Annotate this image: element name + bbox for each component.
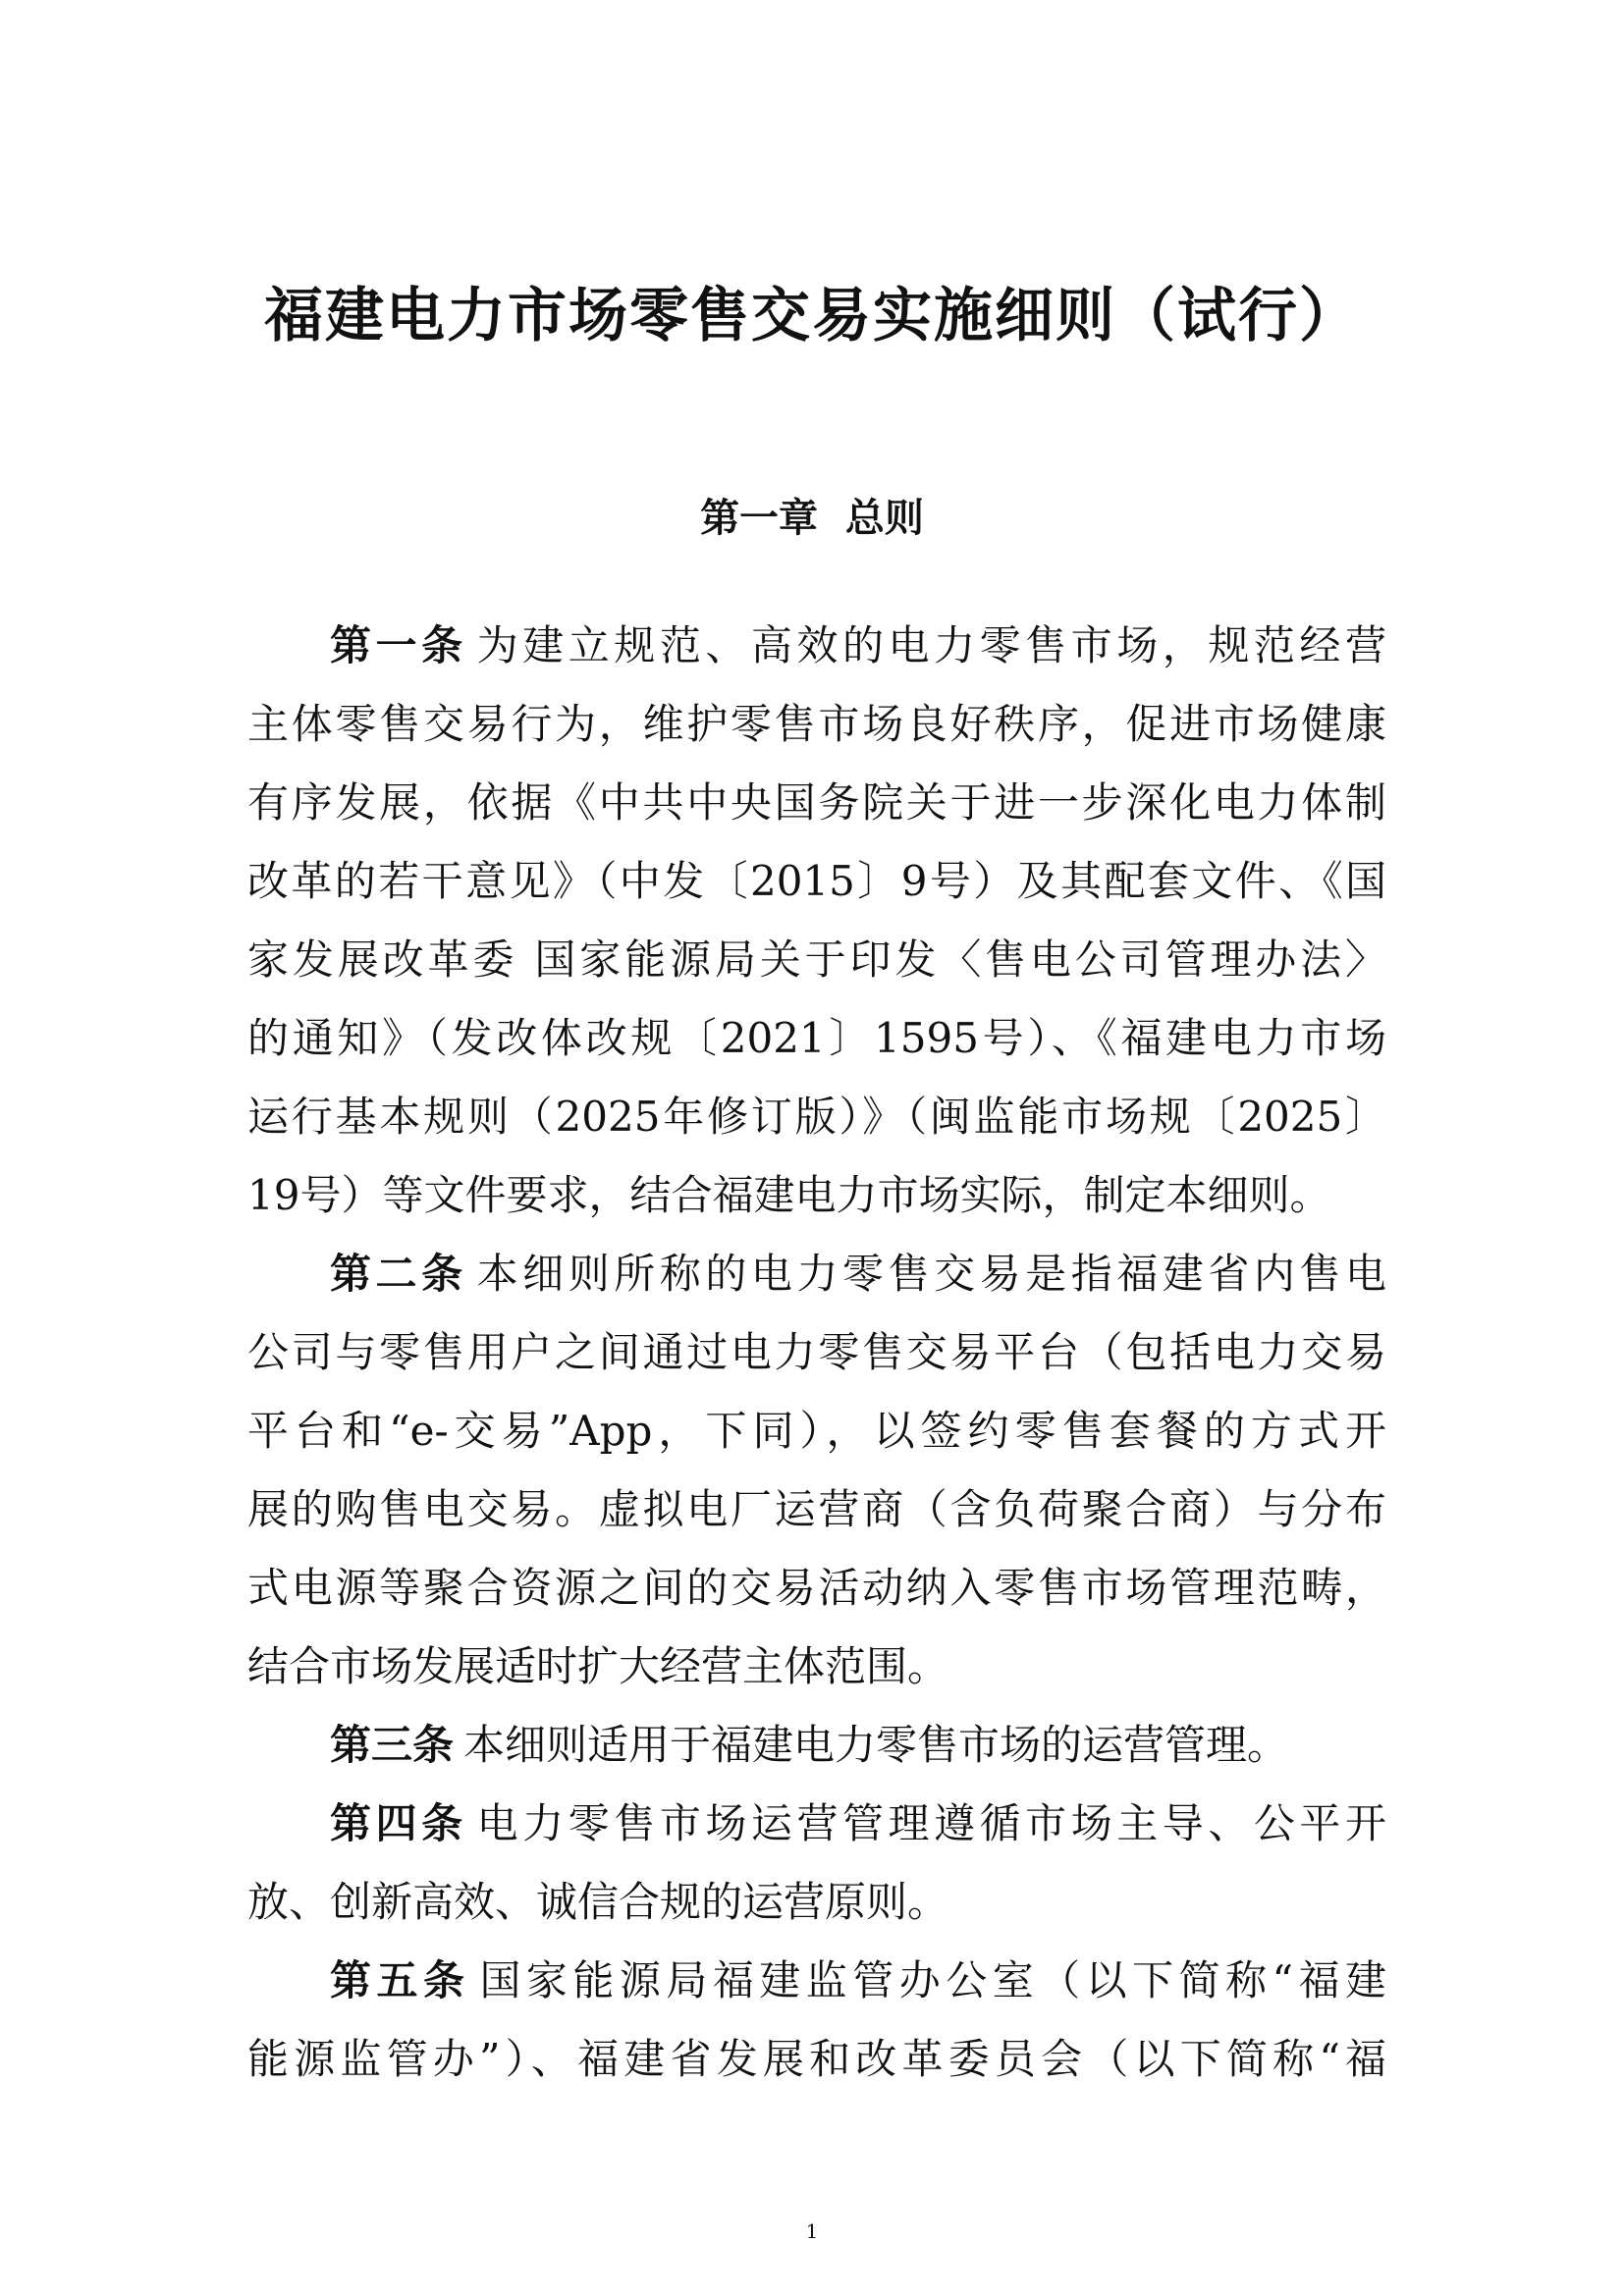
article-line: 家发展改革委 国家能源局关于印发〈售电公司管理办法〉 xyxy=(247,935,1386,984)
article-line: 展的购售电交易。虚拟电厂运营商（含负荷聚合商）与分布 xyxy=(247,1485,1386,1533)
article-line: 放、创新高效、诚信合规的运营原则。 xyxy=(247,1878,949,1926)
article-line: 平台和“e-交易”App，下同），以签约零售套餐的方式开 xyxy=(247,1407,1386,1455)
article-text: 国家能源局福建监管办公室（以下简称“福建 xyxy=(479,1956,1386,2004)
article-line: 结合市场发展适时扩大经营主体范围。 xyxy=(247,1642,949,1690)
article-text: 为建立规范、高效的电力零售市场，规范经营 xyxy=(476,621,1386,669)
article-text: 本细则适用于福建电力零售市场的运营管理。 xyxy=(463,1721,1289,1769)
article-line xyxy=(247,1942,1386,2020)
article-line xyxy=(247,1785,1386,1863)
article-line: 有序发展，依据《中共中央国务院关于进一步深化电力体制 xyxy=(247,778,1386,827)
article-line: 式电源等聚合资源之间的交易活动纳入零售市场管理范畴， xyxy=(247,1564,1386,1612)
article-4 xyxy=(247,1785,1386,1942)
article-heading: 第三条 xyxy=(330,1721,455,1769)
article-line: 改革的若干意见》（中发〔2015〕9号）及其配套文件、《国 xyxy=(247,857,1386,905)
article-line: 能源监管办”）、福建省发展和改革委员会（以下简称“福 xyxy=(247,2035,1386,2083)
article-2 xyxy=(247,1235,1386,1706)
article-line: 运行基本规则（2025年修订版）》（闽监能市场规〔2025〕 xyxy=(247,1093,1386,1141)
body-text xyxy=(247,607,1386,2099)
article-line xyxy=(247,1706,1386,1785)
article-line: 19号）等文件要求，结合福建电力市场实际，制定本细则。 xyxy=(247,1171,1331,1219)
article-3 xyxy=(247,1706,1386,1785)
article-line xyxy=(247,607,1386,685)
document-title: 福建电力市场零售交易实施细则（试行） xyxy=(264,282,1360,350)
chapter-heading xyxy=(0,489,1624,548)
article-heading: 第四条 xyxy=(330,1799,467,1847)
article-5 xyxy=(247,1942,1386,2099)
article-heading: 第二条 xyxy=(330,1250,467,1298)
page-number: 1 xyxy=(805,2219,819,2243)
chapter-label: 第一章 xyxy=(700,496,819,541)
article-line: 的通知》（发改体改规〔2021〕1595号）、《福建电力市场 xyxy=(247,1014,1386,1062)
article-text: 本细则所称的电力零售交易是指福建省内售电 xyxy=(476,1250,1386,1298)
chapter-name: 总则 xyxy=(844,496,924,541)
article-text: 电力零售市场运营管理遵循市场主导、公平开 xyxy=(476,1799,1386,1847)
article-line xyxy=(247,1235,1386,1313)
article-heading: 第五条 xyxy=(330,1956,470,2004)
article-line: 主体零售交易行为，维护零售市场良好秩序，促进市场健康 xyxy=(247,700,1386,748)
article-heading: 第一条 xyxy=(330,621,467,669)
article-1 xyxy=(247,607,1386,1235)
article-line: 公司与零售用户之间通过电力零售交易平台（包括电力交易 xyxy=(247,1328,1386,1376)
